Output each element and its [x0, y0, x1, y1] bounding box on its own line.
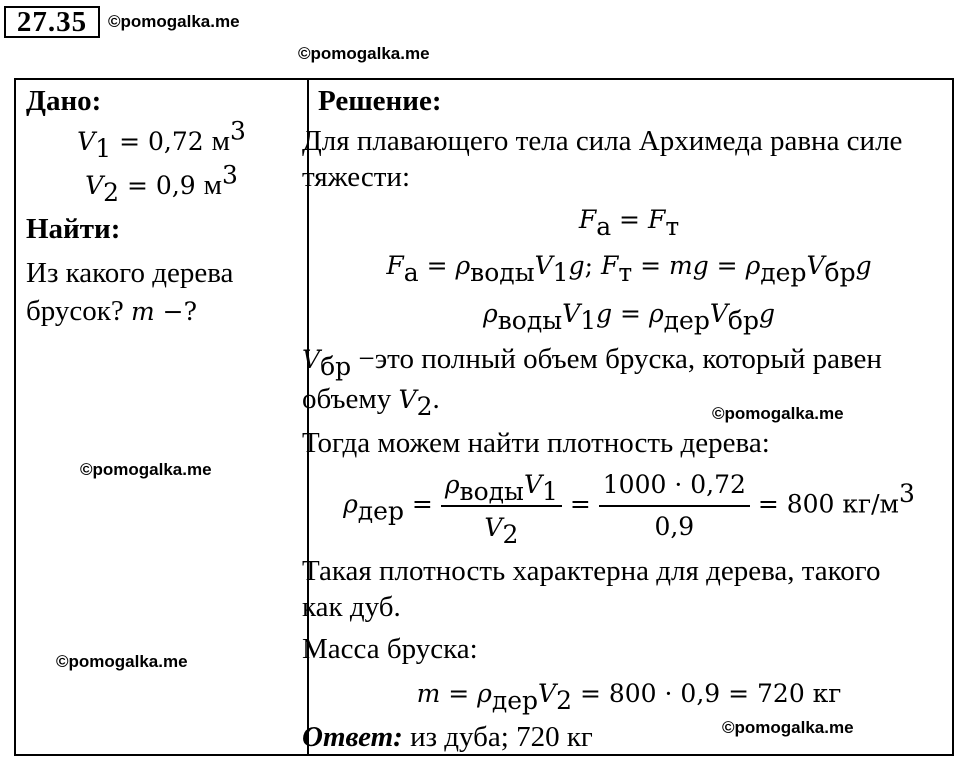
intro-line-2: тяжести:: [302, 161, 410, 193]
watermark: ©pomogalka.me: [108, 12, 240, 31]
given-v2: $V_2 = 0,9$ $м^3$: [85, 160, 238, 207]
watermark: ©pomogalka.me: [298, 44, 430, 63]
solution-table: [14, 78, 954, 756]
answer-label: Ответ:: [302, 721, 403, 753]
answer-line: [302, 720, 593, 754]
intro-line-1: Для плавающего тела сила Архимеда равна силе: [302, 125, 903, 157]
find-line-1: Из какого дерева: [26, 257, 234, 289]
vbr-line-2: объему $V_2$.: [302, 383, 440, 421]
solution-heading: Решение:: [318, 85, 442, 117]
density-note-2: как дуб.: [302, 591, 401, 623]
density-intro: Тогда можем найти плотность дерева:: [302, 427, 770, 459]
find-line-2: брусок? m −?: [26, 295, 197, 327]
equation-2: $F_а = \rho_{воды}V_1g$; $F_т$ = mg = $\rho_{дер}V_{бр}g$: [386, 251, 872, 287]
vbr-line-1: $V_{бр} -это$ полный объем бруска, который равен: [302, 343, 882, 381]
find-heading: Найти:: [26, 213, 121, 245]
watermark: ©pomogalka.me: [712, 404, 844, 423]
watermark: ©pomogalka.me: [722, 718, 854, 737]
given-heading: Дано:: [26, 85, 102, 117]
density-formula: $\rho_{дер}$ = $\frac{\rho_{воды}V_1}{V_2}$ = $\frac{1000 \cdot 0,72}{0,9}$ = 800 $кг/м^3$: [309, 464, 949, 548]
fraction-numeric: $\frac{1000 \cdot 0,72}{0,9}$: [599, 465, 750, 547]
equation-1: $F_а = F_т$: [578, 205, 680, 241]
mass-intro: Масса бруска:: [302, 633, 478, 665]
watermark: ©pomogalka.me: [56, 652, 188, 671]
watermark: ©pomogalka.me: [80, 460, 212, 479]
mass-formula: $m = \rho_{дер}V_2 = 800 \cdot 0,9 = 720$ кг: [416, 679, 842, 715]
given-v1: $V_1 = 0,72$ $м^3$: [77, 116, 246, 163]
density-note-1: Такая плотность характерна для дерева, такого: [302, 555, 881, 587]
fraction-symbolic: $\frac{\rho_{воды}V_1}{V_2}$: [441, 464, 562, 548]
equation-3: $\rho_{воды}V_1g = \rho_{дер}V_{бр}g$: [483, 299, 775, 335]
problem-number: 27.35: [4, 6, 100, 38]
answer-text: из дуба; 720 кг: [402, 721, 593, 753]
